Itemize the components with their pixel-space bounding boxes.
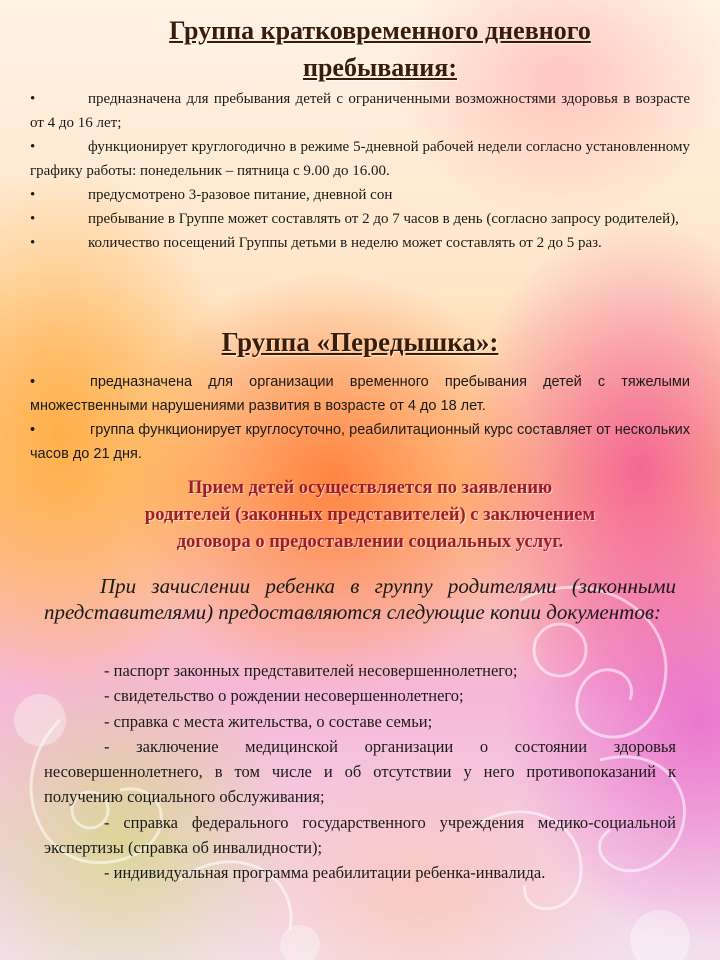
list-item: • группа функционирует круглосуточно, реабилитационный курс составляет от нескольких часов до 21 дня. [30, 418, 690, 466]
list-item: • предусмотрено 3-разовое питание, дневной сон [30, 183, 690, 207]
list-item: • количество посещений Группы детьми в неделю может составлять от 2 до 5 раз. [30, 231, 690, 255]
document-item: - свидетельство о рождении несовершеннолетнего; [104, 686, 464, 706]
document-item: - заключение медицинской организации о состоянии здоровья несовершеннолетнего, в том числе и об отсутствии у него противопоказаний к получению социального обслуживания; [44, 736, 676, 807]
document-item: - справка федерального государственного учреждения медико-социальной экспертизы (справка об инвалидности); [44, 812, 676, 858]
short-stay-bullet-list [30, 87, 690, 255]
document-item: - индивидуальная программа реабилитации ребенка-инвалида. [104, 863, 546, 883]
section-title-short-stay [40, 12, 720, 86]
bullet: • [30, 139, 36, 155]
bullet: • [30, 235, 36, 251]
bullet: • [30, 187, 36, 203]
list-item: • пребывание в Группе может составлять от 2 до 7 часов в день (согласно запросу родителей), [30, 207, 690, 231]
title-line-2: пребывания: [302, 53, 457, 82]
bullet: • [30, 422, 36, 438]
list-item: • функционирует круглогодично в режиме 5-дневной рабочей недели согласно установленному графику работы: понедельник – пятница с 9.00 до 16.00. [30, 135, 690, 183]
documents-list [44, 658, 676, 886]
list-item: • предназначена для организации временного пребывания детей с тяжелыми множественными нарушениями развития в возрасте от 4 до 18 лет. [30, 370, 690, 418]
documents-intro: При зачислении ребенка в группу родителями (законными представителями) предоставляются следующие копии документов: [44, 574, 676, 624]
bullet: • [30, 374, 36, 390]
bullet: • [30, 211, 36, 227]
notice-line: договора о предоставлении социальных услуг. [176, 532, 564, 552]
notice-line: Прием детей осуществляется по заявлению [187, 478, 553, 498]
section-title-respite: Группа «Передышка»: [221, 327, 499, 357]
notice-line: родителей (законных представителей) с заключением [144, 505, 596, 525]
admission-notice [60, 475, 680, 556]
title-line-1: Группа кратковременного дневного [169, 16, 591, 45]
respite-bullet-list [30, 370, 690, 466]
document-item: - справка с места жительства, о составе семьи; [104, 711, 433, 731]
list-item: • предназначена для пребывания детей с ограниченными возможностями здоровья в возрасте от 4 до 16 лет; [30, 87, 690, 135]
bullet: • [30, 91, 36, 107]
document-item: - паспорт законных представителей несовершеннолетнего; [104, 661, 518, 680]
